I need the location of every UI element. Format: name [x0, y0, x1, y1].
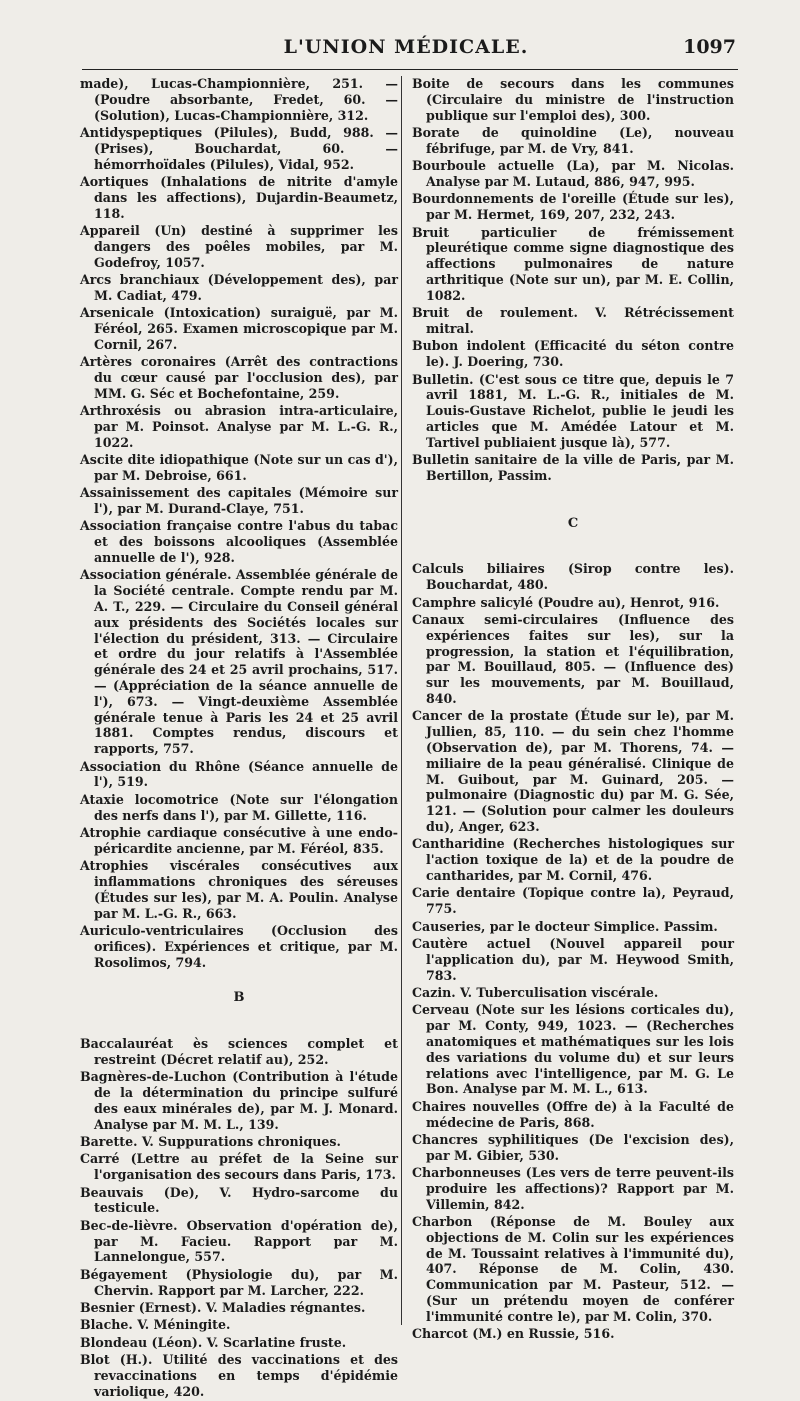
index-entry: Blot (H.). Utilité des vaccinations et des revaccinations en temps d'épidémie variolique, 420.: [80, 1352, 398, 1399]
index-entry: Beauvais (De), V. Hydro-sarcome du testicule.: [80, 1184, 398, 1216]
index-entry: Blondeau (Léon). V. Scarlatine fruste.: [80, 1334, 347, 1350]
index-entry: Association du Rhône (Séance annuelle de l'), 519.: [80, 758, 398, 790]
index-entry: Appareil (Un) destiné à supprimer les dangers des poêles mobiles, par M. Godefroy, 1057.: [80, 222, 398, 270]
right-column: [412, 76, 734, 1344]
index-entry: Artères coronaires (Arrêt des contractions du cœur causé par l'occlusion des), par MM. G. Séc et Bochefontaine, 259.: [80, 354, 398, 401]
index-entry: Calculs biliaires (Sirop contre les). Bouchardat, 480.: [412, 561, 734, 593]
section-letter: B: [233, 990, 245, 1006]
index-entry: Cerveau (Note sur les lésions corticales du), par M. Conty, 949, 1023. — (Recherches anatomiques et mathématiques sur les lois des variations du volume du) et sur leurs relations avec l'intelligence, par M. G. Le Bon. Analyse par M. M. L., 613.: [412, 1002, 734, 1097]
index-entry: Baccalauréat ès sciences complet et restreint (Décret relatif au), 252.: [80, 1036, 398, 1067]
index-entry: Bulletin sanitaire de la ville de Paris, par M. Bertillon, Passim.: [412, 452, 734, 483]
index-entry: Charcot (M.) en Russie, 516.: [412, 1326, 615, 1342]
index-entry: Bulletin. (C'est sous ce titre que, depuis le 7 avril 1881, M. L.-G. R., initiales de M. Louis-Gustave Richelot, publie le jeudi les articles que M. Amédée Latour et M. Tartivel publiaient jusque là), 577.: [412, 371, 734, 450]
header-rule: [82, 69, 738, 70]
index-entry: Bec-de-lièvre. Observation d'opération de), par M. Facieu. Rapport par M. Lannelongue, 557.: [80, 1217, 398, 1265]
index-entry: Boite de secours dans les communes (Circulaire du ministre de l'instruction publique sur l'emploi des), 300.: [412, 76, 734, 123]
index-entry: Arsenicale (Intoxication) suraiguë, par M. Féréol, 265. Examen microscopique par M. Cornil, 267.: [80, 305, 398, 352]
index-entry: Atrophies viscérales consécutives aux inflammations chroniques des séreuses (Études sur les), par M. A. Poulin. Analyse par M. L.-G. R., 663.: [80, 858, 398, 921]
index-entry: Bagnères-de-Luchon (Contribution à l'étude de la détermination du principe sulfuré des eaux minérales de), par M. J. Monard. Analyse par M. M. L., 139.: [80, 1069, 398, 1132]
index-entry: Auriculo-ventriculaires (Occlusion des orifices). Expériences et critique, par M. Rosolimos, 794.: [80, 922, 398, 970]
left-column: [80, 76, 398, 1401]
index-entry: Barette. V. Suppurations chroniques.: [80, 1134, 341, 1150]
index-entry: Antidyspeptiques (Pilules), Budd, 988. — (Prises), Bouchardat, 60. — hémorrhoïdales (Pilules), Vidal, 952.: [80, 124, 398, 172]
index-entry: Canaux semi-circulaires (Influence des expériences faites sur les), sur la progression, la station et l'équilibration, par M. Bouillaud, 805. — (Influence des) sur les mouvements, par M. Bouillaud, 840.: [412, 612, 734, 707]
page-number: 1097: [683, 36, 736, 58]
running-title: L'UNION MÉDICALE.: [283, 36, 529, 58]
column-divider: [401, 76, 402, 1325]
index-entry: made), Lucas-Championnière, 251. — (Poudre absorbante, Fredet, 60. — (Solution), Lucas-Championnière, 312.: [80, 76, 398, 123]
index-entry: Borate de quinoldine (Le), nouveau fébrifuge, par M. de Vry, 841.: [412, 124, 734, 156]
index-entry: Besnier (Ernest). V. Maladies régnantes.: [80, 1300, 366, 1316]
index-entry: Aortiques (Inhalations de nitrite d'amyle dans les affections), Dujardin-Beaumetz, 118.: [80, 173, 398, 221]
index-entry: Ataxie locomotrice (Note sur l'élongation des nerfs dans l'), par M. Gillette, 116.: [80, 791, 398, 823]
page-header: [76, 36, 736, 66]
index-entry: Ascite dite idiopathique (Note sur un cas d'), par M. Debroise, 661.: [80, 452, 398, 483]
index-entry: Chancres syphilitiques (De l'excision des), par M. Gibier, 530.: [412, 1131, 734, 1163]
index-entry: Cancer de la prostate (Étude sur le), par M. Jullien, 85, 110. — du sein chez l'homme (Observation de), par M. Thorens, 74. — miliaire de la peau généralisé. Clinique de M. Guibout, par M. Guinard, 205. — pulmonaire (Diagnostic du) par M. G. Sée, 121. — (Solution pour calmer les douleurs du), Anger, 623.: [412, 708, 734, 834]
index-entry: Camphre salicylé (Poudre au), Henrot, 916.: [412, 594, 720, 610]
index-entry: Bruit de roulement. V. Rétrécissement mitral.: [412, 305, 734, 336]
index-entry: Association générale. Assemblée générale de la Société centrale. Compte rendu par M. A. T., 229. — Circulaire du Conseil général aux présidents des Sociétés locales sur l'élection du président, 313. — Circulaire et ordre du jour relatifs à l'Assemblée générale des 24 et 25 avril prochains, 517. — (Appréciation de la séance annuelle de l'), 673. — Vingt-deuxième Assemblée générale tenue à Paris les 24 et 25 avril 1881. Comptes rendus, discours et rapports, 757.: [80, 567, 398, 757]
index-entry: Bruit particulier de frémissement pleurétique comme signe diagnostique des affections pulmonaires de nature arthritique (Note sur un), par M. E. Collin, 1082.: [412, 224, 734, 303]
index-entry: Cantharidine (Recherches histologiques sur l'action toxique de la) et de la poudre de cantharides, par M. Cornil, 476.: [412, 836, 734, 883]
index-entry: Cautère actuel (Nouvel appareil pour l'application du), par M. Heywood Smith, 783.: [412, 935, 734, 983]
index-entry: Bourboule actuelle (La), par M. Nicolas. Analyse par M. Lutaud, 886, 947, 995.: [412, 158, 734, 189]
index-entry: Causeries, par le docteur Simplice. Passim.: [412, 918, 718, 934]
index-entry: Charbonneuses (Les vers de terre peuvent-ils produire les affections)? Rapport par M. Villemin, 842.: [412, 1165, 734, 1212]
index-entry: Carré (Lettre au préfet de la Seine sur l'organisation des secours dans Paris, 173.: [80, 1151, 398, 1183]
index-entry: Carie dentaire (Topique contre la), Peyraud, 775.: [412, 885, 734, 917]
index-entry: Arcs branchiaux (Développement des), par M. Cadiat, 479.: [80, 271, 398, 303]
index-entry: Bégayement (Physiologie du), par M. Chervin. Rapport par M. Larcher, 222.: [80, 1266, 398, 1298]
index-entry: Assainissement des capitales (Mémoire sur l'), par M. Durand-Claye, 751.: [80, 485, 398, 517]
index-entry: Bubon indolent (Efficacité du séton contre le). J. Doering, 730.: [412, 338, 734, 370]
index-entry: Blache. V. Méningite.: [80, 1317, 231, 1333]
index-entry: Arthroxésis ou abrasion intra-articulaire, par M. Poinsot. Analyse par M. L.-G. R., 1022.: [80, 403, 398, 450]
index-entry: Association française contre l'abus du tabac et des boissons alcooliques (Assemblée annuelle de l'), 928.: [80, 518, 398, 566]
index-entry: Chaires nouvelles (Offre de) à la Faculté de médecine de Paris, 868.: [412, 1098, 734, 1130]
index-entry: Bourdonnements de l'oreille (Étude sur les), par M. Hermet, 169, 207, 232, 243.: [412, 191, 734, 223]
section-letter: C: [567, 515, 579, 531]
index-entry: Atrophie cardiaque consécutive à une endo-péricardite ancienne, par M. Féréol, 835.: [80, 824, 398, 856]
index-entry: Cazin. V. Tuberculisation viscérale.: [412, 984, 659, 1000]
index-entry: Charbon (Réponse de M. Bouley aux objections de M. Colin sur les expériences de M. Toussaint relatives à l'immunité du), 407. Réponse de M. Colin, 430. Communication par M. Pasteur, 512. — (Sur un prétendu moyen de conférer l'immunité contre le), par M. Colin, 370.: [412, 1214, 734, 1324]
